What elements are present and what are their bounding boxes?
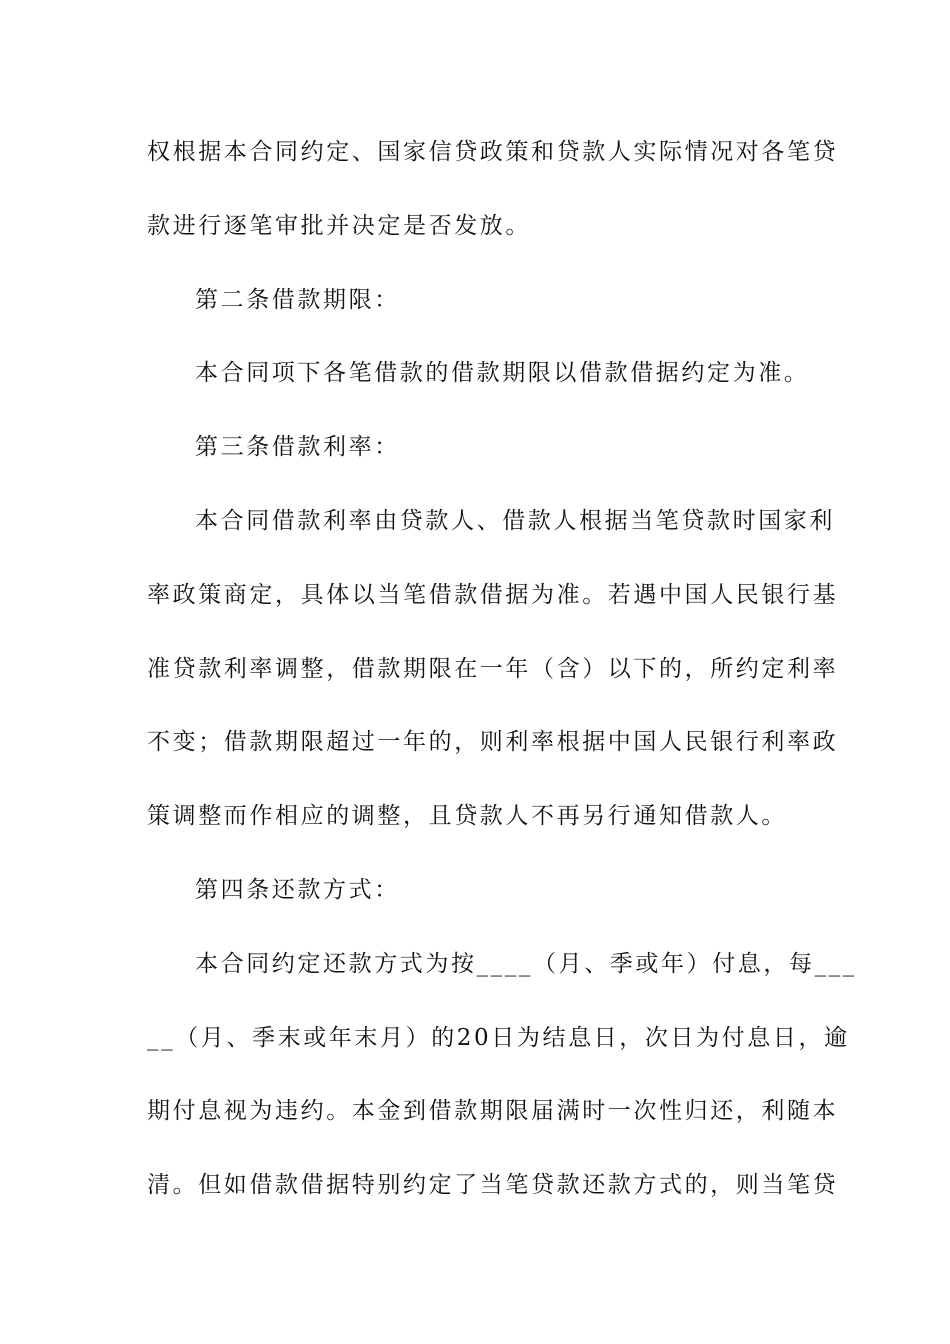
text-line-12: 本合同约定还款方式为按____（月、季或年）付息，每___ <box>195 950 857 977</box>
text-line-4: 本合同项下各笔借款的借款期限以借款借据约定为准。 <box>195 360 810 387</box>
section-heading-repayment: 第四条还款方式： <box>195 876 400 903</box>
text-line-13: __（月、季末或年末月）的20日为结息日，次日为付息日，逾 <box>147 1024 850 1051</box>
text-line-7: 率政策商定，具体以当笔借款借据为准。若遇中国人民银行基 <box>147 581 839 608</box>
document-body <box>147 132 857 1239</box>
text-line-6: 本合同借款利率由贷款人、借款人根据当笔贷款时国家利 <box>195 507 835 534</box>
text-line-1: 权根据本合同约定、国家信贷政策和贷款人实际情况对各笔贷 <box>147 139 839 165</box>
text-line-8: 准贷款利率调整，借款期限在一年（含）以下的，所约定利率 <box>147 655 839 682</box>
text-line-10: 策调整而作相应的调整，且贷款人不再另行通知借款人。 <box>147 803 787 830</box>
section-heading-term: 第二条借款期限： <box>195 286 400 313</box>
section-heading-interest: 第三条借款利率： <box>195 434 400 461</box>
text-line-14: 期付息视为违约。本金到借款期限届满时一次性归还，利随本 <box>147 1098 839 1125</box>
text-line-9: 不变；借款期限超过一年的，则利率根据中国人民银行利率政 <box>147 729 839 756</box>
text-line-15: 清。但如借款借据特别约定了当笔贷款还款方式的，则当笔贷 <box>147 1172 839 1199</box>
text-line-2: 款进行逐笔审批并决定是否发放。 <box>147 212 531 239</box>
